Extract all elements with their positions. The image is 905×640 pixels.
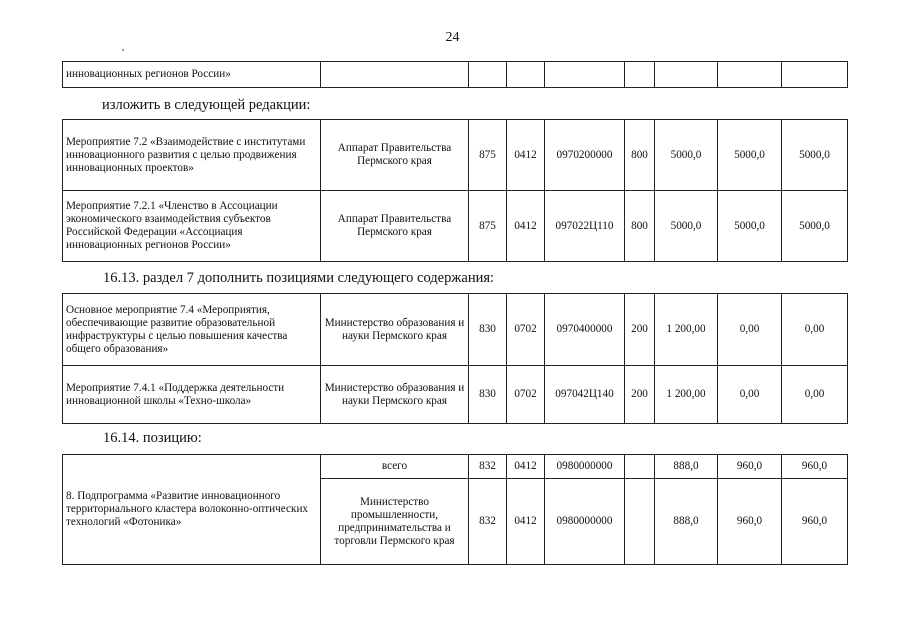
vr-cell [625, 62, 655, 88]
grbs-cell: 875 [469, 191, 507, 262]
grbs-cell: 832 [469, 479, 507, 565]
table-block-3 [62, 454, 848, 565]
year3-cell: 0,00 [782, 366, 848, 424]
program-cell: Мероприятие 7.2.1 «Членство в Ассоциации экономического взаимодействия субъектов Российской Федерации «Ассоциация инновационных регионов России» [63, 191, 321, 262]
csr-cell: 0970200000 [545, 120, 625, 191]
rzpr-cell: 0702 [507, 366, 545, 424]
vr-cell: 200 [625, 294, 655, 366]
grbs-cell: 830 [469, 294, 507, 366]
executor-cell: Министерство промышленности, предпринимательства и торговли Пермского края [321, 479, 469, 565]
rzpr-cell: 0702 [507, 294, 545, 366]
year2-cell: 0,00 [718, 366, 782, 424]
rzpr-cell [507, 62, 545, 88]
csr-cell: 097022Ц110 [545, 191, 625, 262]
csr-cell: 0980000000 [545, 455, 625, 479]
heading-position: 16.14. позицию: [103, 430, 202, 446]
vr-cell [625, 479, 655, 565]
year1-cell [655, 62, 718, 88]
executor-cell: Аппарат Правительства Пермского края [321, 120, 469, 191]
year1-cell: 888,0 [655, 479, 718, 565]
table-block-0 [62, 61, 848, 88]
table-row [63, 455, 848, 479]
year1-cell: 1 200,00 [655, 366, 718, 424]
year2-cell: 0,00 [718, 294, 782, 366]
year3-cell: 5000,0 [782, 120, 848, 191]
program-cell: инновационных регионов России» [63, 62, 321, 88]
vr-cell: 800 [625, 120, 655, 191]
year2-cell [718, 62, 782, 88]
program-cell: Основное мероприятие 7.4 «Мероприятия, обеспечивающие развитие образовательной инфраструктуры с целью повышения качества общего образования» [63, 294, 321, 366]
rzpr-cell: 0412 [507, 455, 545, 479]
year3-cell: 960,0 [782, 479, 848, 565]
grbs-cell: 832 [469, 455, 507, 479]
table-row [63, 62, 848, 88]
year2-cell: 960,0 [718, 455, 782, 479]
csr-cell: 0970400000 [545, 294, 625, 366]
vr-cell: 200 [625, 366, 655, 424]
table-row [63, 120, 848, 191]
grbs-cell: 875 [469, 120, 507, 191]
table-row [63, 294, 848, 366]
csr-cell [545, 62, 625, 88]
year2-cell: 5000,0 [718, 191, 782, 262]
csr-cell: 097042Ц140 [545, 366, 625, 424]
year2-cell: 960,0 [718, 479, 782, 565]
year1-cell: 1 200,00 [655, 294, 718, 366]
page-number: 24 [445, 30, 460, 45]
heading-edit: изложить в следующей редакции: [102, 97, 311, 113]
executor-cell: всего [321, 455, 469, 479]
rzpr-cell: 0412 [507, 479, 545, 565]
vr-cell: 800 [625, 191, 655, 262]
csr-cell: 0980000000 [545, 479, 625, 565]
year3-cell: 0,00 [782, 294, 848, 366]
table-block-1 [62, 119, 848, 262]
year3-cell: 960,0 [782, 455, 848, 479]
year1-cell: 5000,0 [655, 120, 718, 191]
table-row [63, 191, 848, 262]
table-row [63, 366, 848, 424]
executor-cell: Министерство образования и науки Пермского края [321, 366, 469, 424]
program-cell: Мероприятие 7.2 «Взаимодействие с институтами инновационного развития с целью продвижения инновационных проектов» [63, 120, 321, 191]
executor-cell: Министерство образования и науки Пермского края [321, 294, 469, 366]
year1-cell: 888,0 [655, 455, 718, 479]
rzpr-cell: 0412 [507, 191, 545, 262]
year3-cell [782, 62, 848, 88]
executor-cell: Аппарат Правительства Пермского края [321, 191, 469, 262]
rzpr-cell: 0412 [507, 120, 545, 191]
grbs-cell [469, 62, 507, 88]
year3-cell: 5000,0 [782, 191, 848, 262]
table-block-2 [62, 293, 848, 424]
heading-section-7: 16.13. раздел 7 дополнить позициями следующего содержания: [103, 270, 495, 286]
vr-cell [625, 455, 655, 479]
scan-speck [122, 49, 124, 51]
executor-cell [321, 62, 469, 88]
year2-cell: 5000,0 [718, 120, 782, 191]
grbs-cell: 830 [469, 366, 507, 424]
program-cell: 8. Подпрограмма «Развитие инновационного территориального кластера волоконно-оптических технологий «Фотоника» [63, 455, 321, 565]
year1-cell: 5000,0 [655, 191, 718, 262]
program-cell: Мероприятие 7.4.1 «Поддержка деятельности инновационной школы «Техно-школа» [63, 366, 321, 424]
